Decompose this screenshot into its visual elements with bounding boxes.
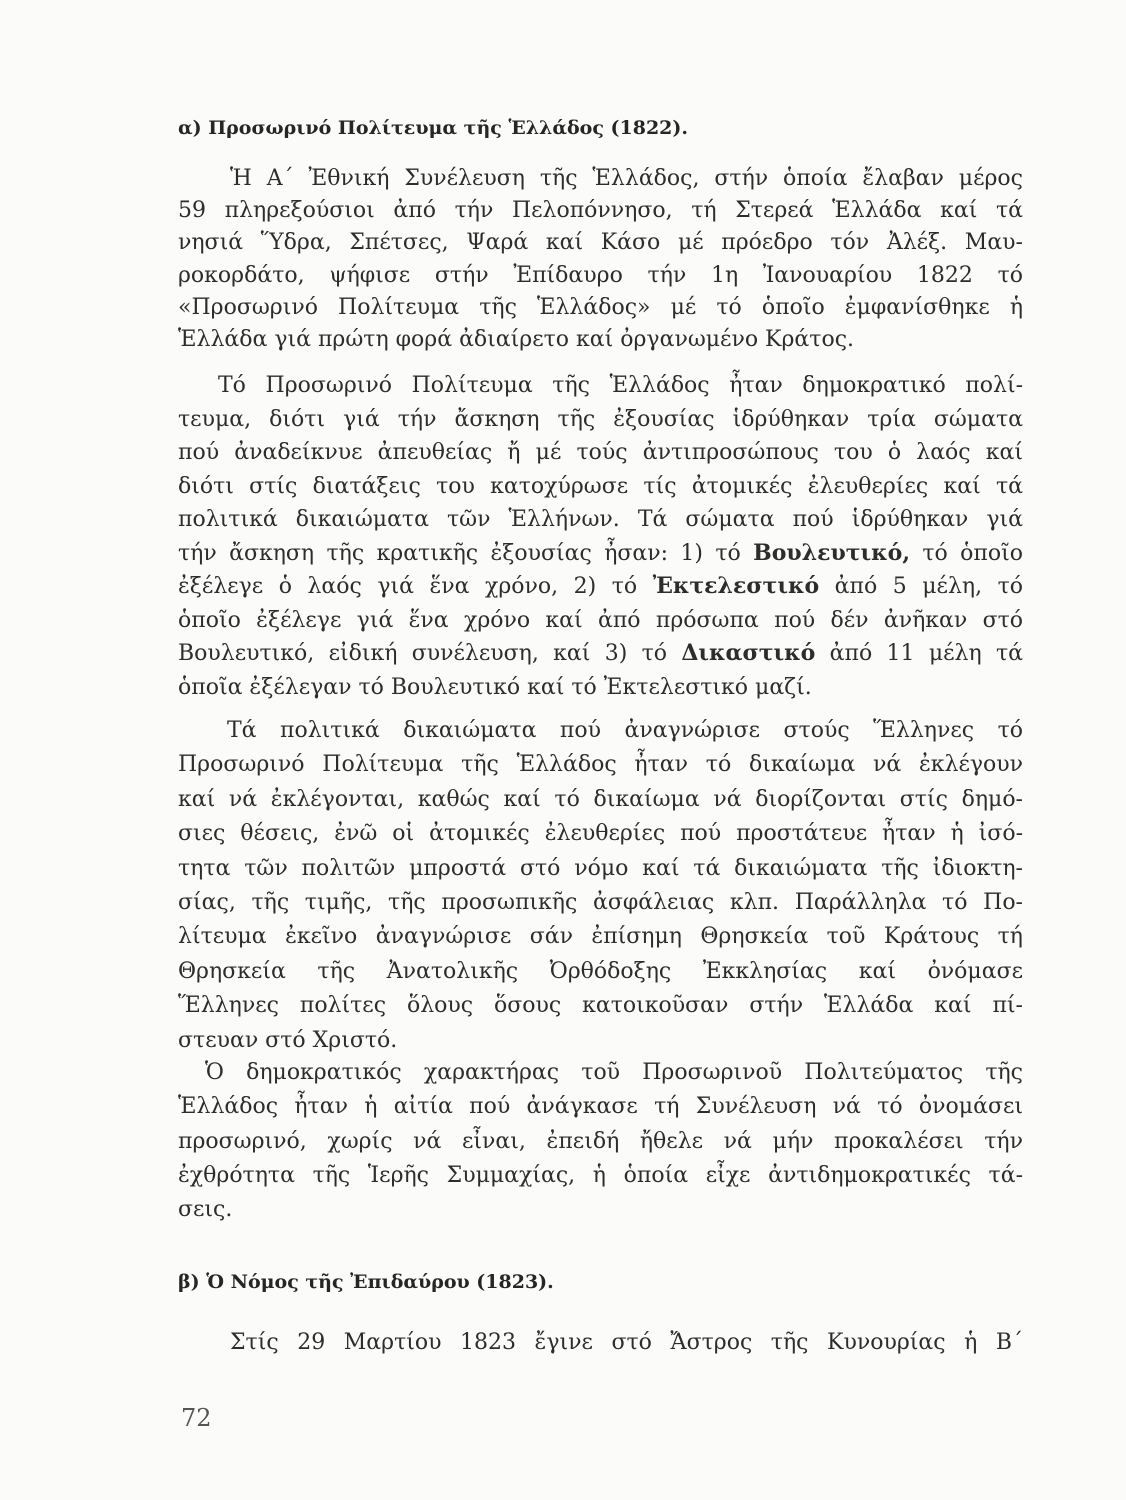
text-line (178, 637, 1023, 671)
text-line: Τό Προσωρινό Πολίτευμα τῆς Ἑλλάδος ἦταν δημοκρατικό πολί- (218, 373, 1023, 398)
page-number: 72 (181, 1404, 212, 1432)
text-line: πολιτικά δικαιώματα τῶν Ἑλλήνων. Τά σώματα πού ἱδρύθηκαν γιά (178, 507, 1023, 532)
text-line: τευμα, διότι γιά τήν ἄσκηση τῆς ἐξουσίας ἱδρύθηκαν τρία σώματα (178, 406, 1023, 432)
text-line: Ἑλλάδος ἦταν ἡ αἰτία πού ἀνάγκασε τή Συνέλευση νά τό ὀνομάσει (178, 1094, 1023, 1120)
text-line: νησιά Ὕδρα, Σπέτσες, Ψαρά καί Κάσο μέ πρόεδρο τόν Ἀλέξ. Μαυ- (178, 230, 1023, 256)
paragraph (178, 1326, 1023, 1360)
bold-term: Δικαστικό (681, 640, 816, 666)
text-run: ἀπό 11 μέλη τά (815, 641, 1023, 666)
text-line: στευαν στό Χριστό. (178, 1027, 398, 1053)
text-line: λίτευμα ἐκεῖνο ἀναγνώρισε σάν ἐπίσημη Θρησκεία τοῦ Κράτους τή (178, 924, 1023, 950)
text-line (178, 537, 1023, 571)
text-line: σιες θέσεις, ἐνῶ οἱ ἀτομικές ἐλευθερίες πού προστάτευε ἦταν ἡ ἰσό- (178, 821, 1023, 847)
paragraph (178, 163, 1023, 356)
text-line: Ἡ Α΄ Ἐθνική Συνέλευση τῆς Ἑλλάδος, στήν ὁποία ἔλαβαν μέρος (230, 166, 1023, 191)
text-line: σεις. (178, 1197, 233, 1223)
text-line: διότι στίς διατάξεις του κατοχύρωσε τίς ἀτομικές ἐλευθερίες καί τά (178, 473, 1023, 499)
text-line: καί νά ἐκλέγονται, καθώς καί τό δικαίωμα νά διορίζονται στίς δημό- (178, 786, 1023, 812)
text-line: σίας, τῆς τιμῆς, τῆς προσωπικῆς ἀσφάλειας κλπ. Παράλληλα τό Πο- (178, 890, 1023, 916)
text-line: Στίς 29 Μαρτίου 1823 ἔγινε στό Ἄστρος τῆς Κυνουρίας ἡ Β΄ (230, 1330, 1023, 1355)
text-line: πού ἀναδείκνυε ἀπευθείας ἤ μέ τούς ἀντιπροσώπους του ὁ λαός καί (178, 440, 1023, 465)
text-line: Τά πολιτικά δικαιώματα πού ἀναγνώρισε στούς Ἕλληνες τό (227, 718, 1023, 743)
paragraph (178, 1056, 1023, 1227)
text-line (178, 570, 1023, 604)
text-line: ὁποῖα ἐξέλεγαν τό Βουλευτικό καί τό Ἐκτελεστικό μαζί. (178, 674, 812, 700)
bold-term: Ἐκτελεστικό (652, 573, 820, 599)
text-run: Βουλευτικό, εἰδική συνέλευση, καί 3) τό (178, 641, 682, 666)
paragraph (178, 714, 1023, 1058)
text-run: τήν ἄσκηση τῆς κρατικῆς ἐξουσίας ἦσαν: 1) τό (178, 540, 754, 566)
section-heading: α) Προσωρινό Πολίτευμα τῆς Ἑλλάδος (1822). (178, 117, 688, 139)
text-line: τητα τῶν πολιτῶν μπροστά στό νόμο καί τά δικαιώματα τῆς ἰδιοκτη- (178, 855, 1023, 881)
text-run: ἀπό 5 μέλη, τό (819, 574, 1023, 599)
bold-term: Βουλευτικό, (753, 539, 911, 566)
text-line: προσωρινό, χωρίς νά εἶναι, ἐπειδή ἤθελε νά μήν προκαλέσει τήν (178, 1128, 1023, 1154)
text-run: τό ὁποῖο (910, 540, 1023, 566)
text-line: 59 πληρεξούσιοι ἀπό τήν Πελοπόννησο, τή Στερεά Ἑλλάδα καί τά (178, 198, 1023, 224)
text-line: Ἕλληνες πολίτες ὅλους ὅσους κατοικοῦσαν στήν Ἑλλάδα καί πί- (178, 993, 1023, 1019)
text-line: «Προσωρινό Πολίτευμα τῆς Ἑλλάδος» μέ τό ὁποῖο ἐμφανίσθηκε ἡ (178, 294, 1023, 320)
text-line: ροκορδάτο, ψήφισε στήν Ἐπίδαυρο τήν 1η Ἰανουαρίου 1822 τό (178, 262, 1023, 288)
section-heading: β) Ὁ Νόμος τῆς Ἐπιδαύρου (1823). (178, 1271, 554, 1293)
text-run: ἐξέλεγε ὁ λαός γιά ἕνα χρόνο, 2) τό (178, 574, 653, 599)
text-line: ὁποῖο ἐξέλεγε γιά ἕνα χρόνο καί ἀπό πρόσωπα πού δέν ἀνῆκαν στό (178, 607, 1023, 633)
text-line: Προσωρινό Πολίτευμα τῆς Ἑλλάδος ἦταν τό δικαίωμα νά ἐκλέγουν (178, 752, 1023, 778)
text-line: Θρησκεία τῆς Ἀνατολικῆς Ὀρθόδοξης Ἐκκλησίας καί ὀνόμασε (178, 958, 1023, 984)
text-line: Ἑλλάδα γιά πρώτη φορά ἀδιαίρετο καί ὀργανωμένο Κράτος. (178, 327, 855, 353)
paragraph (178, 369, 1023, 704)
text-line: ἐχθρότητα τῆς Ἱερῆς Συμμαχίας, ἡ ὁποία εἶχε ἀντιδημοκρατικές τά- (178, 1162, 1023, 1188)
text-line: Ὁ δημοκρατικός χαρακτήρας τοῦ Προσωρινοῦ Πολιτεύματος τῆς (205, 1060, 1023, 1085)
